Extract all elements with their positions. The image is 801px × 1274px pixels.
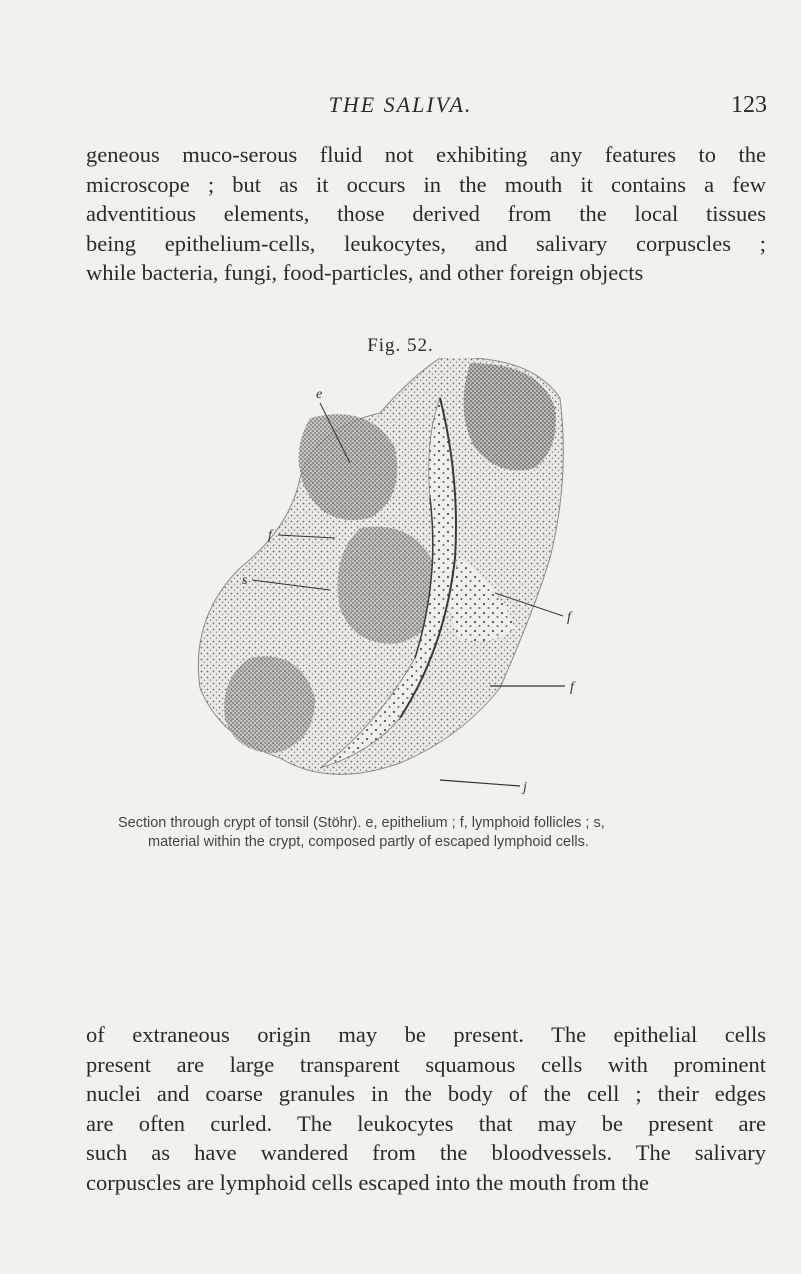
paragraph-bottom bbox=[86, 1020, 766, 1197]
text-line: geneous muco-serous fluid not exhibiting any features to the bbox=[86, 142, 766, 167]
marker-f-left: f bbox=[268, 528, 272, 543]
text-line: adventitious elements, those derived from the local tissues bbox=[86, 201, 766, 226]
text-line: such as have wandered from the bloodvessels. The salivary bbox=[86, 1140, 766, 1165]
marker-j: j bbox=[523, 780, 527, 795]
text-line: of extraneous origin may be present. The epithelial cells bbox=[86, 1022, 766, 1047]
text-line: nuclei and coarse granules in the body of the cell ; their edges bbox=[86, 1081, 766, 1106]
marker-f-right-mid: f bbox=[570, 680, 574, 695]
text-line: microscope ; but as it occurs in the mouth it contains a few bbox=[86, 171, 766, 197]
leader-line-j bbox=[440, 780, 520, 786]
text-line: while bacteria, fungi, food-particles, and other foreign objects bbox=[86, 260, 644, 285]
paragraph-top bbox=[86, 140, 766, 288]
figure-label: Fig. 52. bbox=[367, 335, 434, 356]
page-number: 123 bbox=[731, 92, 767, 118]
text-line: present are large transparent squamous cells with prominent bbox=[86, 1051, 766, 1077]
marker-e: e bbox=[316, 387, 323, 402]
caption-line: Section through crypt of tonsil (Stöhr). e, epithelium ; f, lymphoid follicles ; s, bbox=[118, 815, 605, 831]
marker-s: s bbox=[242, 573, 248, 588]
caption-line: material within the crypt, composed partly of escaped lymphoid cells. bbox=[148, 834, 589, 850]
text-line: are often curled. The leukocytes that may be present are bbox=[86, 1110, 766, 1136]
text-line: being epithelium-cells, leukocytes, and salivary corpuscles ; bbox=[86, 230, 766, 256]
marker-f-right-top: f bbox=[567, 610, 571, 625]
running-head-title: THE SALIVA. bbox=[328, 92, 473, 117]
tonsil-section-drawing bbox=[140, 358, 700, 798]
figure-caption bbox=[118, 814, 748, 852]
tonsil-crypt-illustration bbox=[140, 358, 700, 798]
text-line: corpuscles are lymphoid cells escaped into the mouth from the bbox=[86, 1169, 649, 1195]
running-head bbox=[0, 92, 801, 122]
